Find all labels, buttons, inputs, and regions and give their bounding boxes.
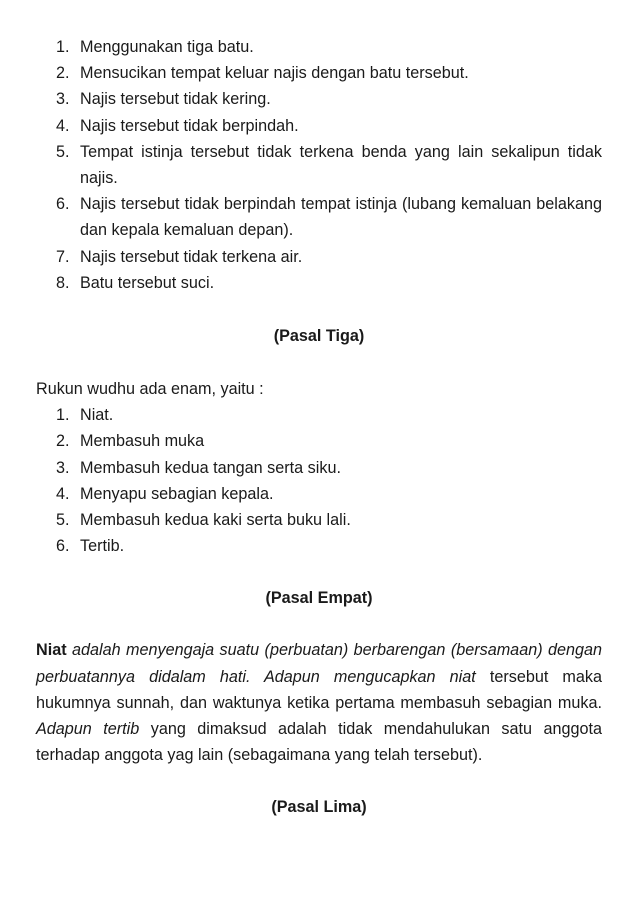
list-number: 5. [56, 511, 70, 530]
list-item [36, 455, 602, 481]
list-item [36, 402, 602, 428]
list-text: Menggunakan tiga batu. [80, 38, 254, 56]
list-text: Mensucikan tempat keluar najis dengan batu tersebut. [80, 64, 469, 83]
list-text: Najis tersebut tidak kering. [80, 90, 271, 109]
list-item [36, 60, 602, 86]
list-number: 1. [56, 406, 70, 425]
list-item [36, 191, 602, 243]
list-item [36, 244, 602, 270]
list-number: 5. [56, 142, 70, 161]
section-heading-pasal-lima: (Pasal Lima) [271, 798, 367, 817]
list-number: 2. [56, 64, 70, 83]
paragraph-segment: tersebut maka hukumnya sunnah, dan waktunya ketika pertama membasuh sebagian muka. [36, 667, 603, 712]
list-number: 1. [56, 38, 70, 56]
list-text: Najis tersebut tidak berpindah. [80, 116, 299, 135]
list-item [36, 533, 602, 559]
list-text: Najis tersebut tidak terkena air. [80, 247, 303, 266]
list-text: Membasuh kedua tangan serta siku. [80, 458, 341, 477]
list-number: 6. [56, 195, 70, 214]
list-number: 6. [56, 537, 70, 556]
list-text: Batu tersebut suci. [80, 273, 215, 292]
section-heading-pasal-tiga: (Pasal Tiga) [273, 327, 365, 346]
list-item [36, 139, 602, 191]
list-item [36, 86, 602, 112]
paragraph-segment: yang dimaksud adalah tidak mendahulukan satu anggota terhadap anggota yag lain (sebagaimana yang telah tersebut). [36, 720, 602, 765]
paragraph-italic-segment: Adapun tertib [36, 720, 140, 739]
list-item [36, 481, 602, 507]
list-number: 8. [56, 273, 70, 292]
list-number: 7. [56, 247, 70, 266]
list-item [36, 507, 602, 533]
list-item [36, 113, 602, 139]
rukun-wudhu-list [36, 402, 602, 559]
niat-paragraph [36, 637, 602, 768]
list-number: 3. [56, 90, 70, 109]
list-text: Najis tersebut tidak berpindah tempat istinja (lubang kemaluan belakang dan kepala kemaluan depan). [80, 195, 602, 240]
list-text: Menyapu sebagian kepala. [80, 484, 274, 503]
list-text: Niat. [80, 406, 114, 425]
list-text: Tertib. [80, 537, 125, 556]
list-item [36, 428, 602, 454]
list-text: Membasuh muka [80, 432, 205, 451]
list-number: 2. [56, 432, 70, 451]
istinja-conditions-list [36, 34, 602, 296]
paragraph-bold-term: Niat [36, 641, 67, 660]
section-heading-pasal-empat: (Pasal Empat) [265, 589, 373, 608]
paragraph-italic-segment: adalah menyengaja suatu (perbuatan) berbarengan (bersamaan) dengan perbuatannya didalam hati. Adapun mengucapkan niat [36, 641, 602, 686]
list-text: Membasuh kedua kaki serta buku lali. [80, 511, 351, 530]
list-number: 3. [56, 458, 70, 477]
list-number: 4. [56, 116, 70, 135]
intro-text: Rukun wudhu ada enam, yaitu : [36, 380, 264, 399]
document-page [36, 34, 602, 820]
list-text: Tempat istinja tersebut tidak terkena benda yang lain sekalipun tidak najis. [80, 142, 602, 188]
list-item [36, 270, 602, 296]
list-number: 4. [56, 484, 70, 503]
list-item [36, 34, 602, 60]
